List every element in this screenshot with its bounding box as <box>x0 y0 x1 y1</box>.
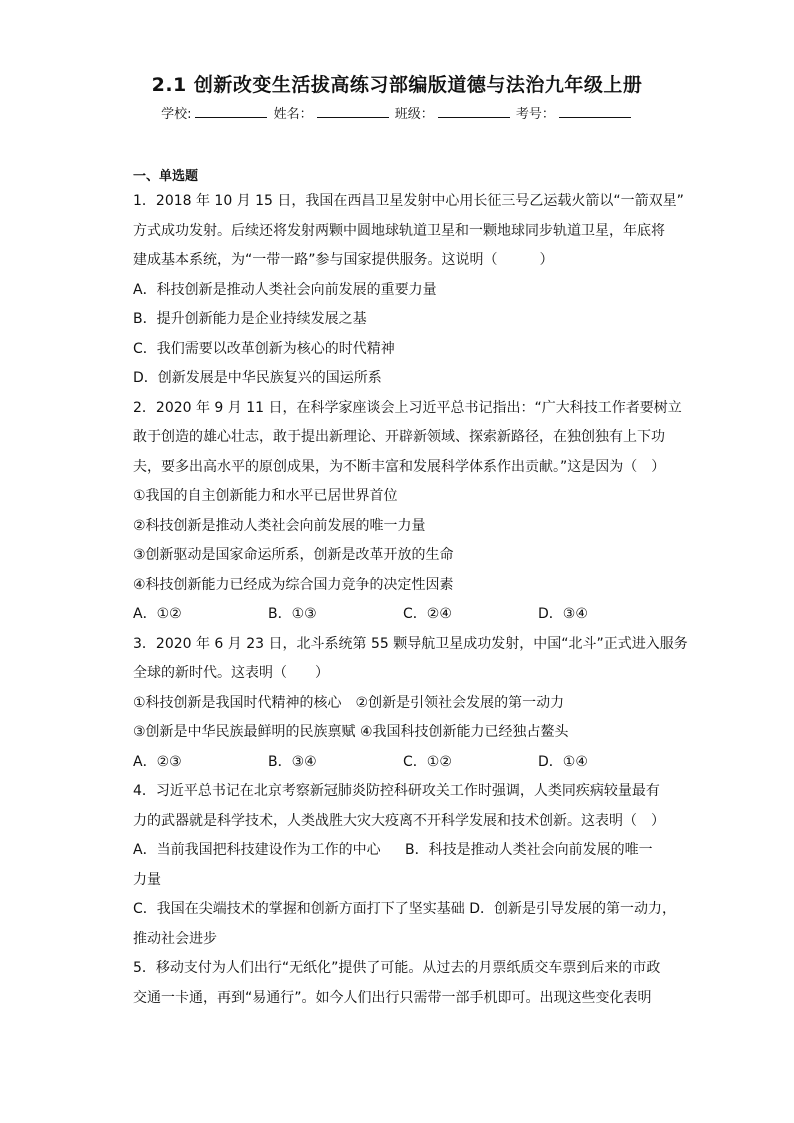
question-line: 1．2018 年 10 月 15 日，我国在西昌卫星发射中心用长征三号乙运载火箭以“一箭双星” <box>133 193 684 209</box>
statement: ③创新驱动是国家命运所系，创新是改革开放的生命 <box>133 547 454 563</box>
option-c[interactable]: C．我们需要以改革创新为核心的时代精神 <box>133 340 395 357</box>
question-line: 5．移动支付为人们出行“无纸化”提供了可能。从过去的月票纸质交车票到后来的市政 <box>133 960 661 976</box>
school-label: 学校: <box>161 107 192 122</box>
choice-row <box>133 748 673 778</box>
statement: ④科技创新能力已经成为综合国力竞争的决定性因素 <box>133 576 454 593</box>
school-blank[interactable] <box>195 105 267 118</box>
question-line: 建成基本系统，为“一带一路”参与国家提供服务。这说明（ ） <box>133 252 554 268</box>
questions <box>133 187 688 1013</box>
statement: ②科技创新是推动人类社会向前发展的唯一力量 <box>133 517 426 534</box>
question-line: 全球的新时代。这表明（ ） <box>133 665 329 681</box>
statement: ①科技创新是我国时代精神的核心 ②创新是引领社会发展的第一动力 <box>133 694 565 711</box>
class-blank[interactable] <box>438 105 510 118</box>
statement: ①我国的自主创新能力和水平已居世界首位 <box>133 488 398 504</box>
option-row <box>133 836 673 866</box>
choice-d[interactable]: D．①④ <box>538 753 588 770</box>
exam-no-label: 考号： <box>515 107 555 122</box>
question-line: 方式成功发射。后续还将发射两颗中圆地球轨道卫星和一颗地球同步轨道卫星，年底将 <box>133 222 665 239</box>
option-a[interactable]: A．当前我国把科技建设作为工作的中心 <box>133 842 381 858</box>
class-label: 班级： <box>394 107 434 122</box>
choice-b[interactable]: B．①③ <box>268 606 317 622</box>
option-b-continued: 力量 <box>133 871 161 888</box>
choice-a[interactable]: A．①② <box>133 606 182 622</box>
option-d[interactable]: D．创新发展是中华民族复兴的国运所系 <box>133 370 382 386</box>
name-label: 姓名： <box>273 107 313 122</box>
option-b[interactable]: B．提升创新能力是企业持续发展之基 <box>133 311 367 327</box>
option-b[interactable]: B．科技是推动人类社会向前发展的唯一 <box>405 842 653 858</box>
question-line: 力的武器就是科学技术，人类战胜大灾大疫离不开科学发展和技术创新。这表明（ ） <box>133 812 665 829</box>
choice-c[interactable]: C．②④ <box>403 606 452 622</box>
option-a[interactable]: A．科技创新是推动人类社会向前发展的重要力量 <box>133 281 437 298</box>
choice-d[interactable]: D．③④ <box>538 606 588 622</box>
exam-no-blank[interactable] <box>559 105 631 118</box>
question-line: 3．2020 年 6 月 23 日，北斗系统第 55 颗导航卫星成功发射，中国“北斗”正式进入服务 <box>133 635 688 652</box>
name-blank[interactable] <box>317 105 389 118</box>
page-title: 2.1 创新改变生活拔高练习部编版道德与法治九年级上册 <box>151 74 643 96</box>
choice-b[interactable]: B．③④ <box>268 753 317 770</box>
option-d-continued: 推动社会进步 <box>133 930 217 947</box>
statement: ③创新是中华民族最鲜明的民族禀赋 ④我国科技创新能力已经独占鳌头 <box>133 724 569 740</box>
option-c-d[interactable]: C．我国在尖端技术的掌握和创新方面打下了坚实基础 D．创新是引导发展的第一动力， <box>133 901 677 917</box>
question-line: 2．2020 年 9 月 11 日，在科学家座谈会上习近平总书记指出：“广大科技工作者要树立 <box>133 399 682 416</box>
section-heading: 一、单选题 <box>133 169 199 184</box>
question-line: 4．习近平总书记在北京考察新冠肺炎防控科研攻关工作时强调，人类同疾病较量最有 <box>133 783 660 799</box>
question-line: 交通一卡通，再到“易通行”。如今人们出行只需带一部手机即可。出现这些变化表明 <box>133 989 652 1006</box>
choice-row <box>133 600 673 630</box>
student-info-row <box>0 103 794 122</box>
question-line: 夫，要多出高水平的原创成果，为不断丰富和发展科学体系作出贡献。”这是因为（ ） <box>133 458 666 475</box>
choice-a[interactable]: A．②③ <box>133 753 182 770</box>
choice-c[interactable]: C．①② <box>403 753 452 770</box>
question-line: 敢于创造的雄心壮志，敢于提出新理论、开辟新领域、探索新路径，在独创独有上下功 <box>133 429 665 445</box>
